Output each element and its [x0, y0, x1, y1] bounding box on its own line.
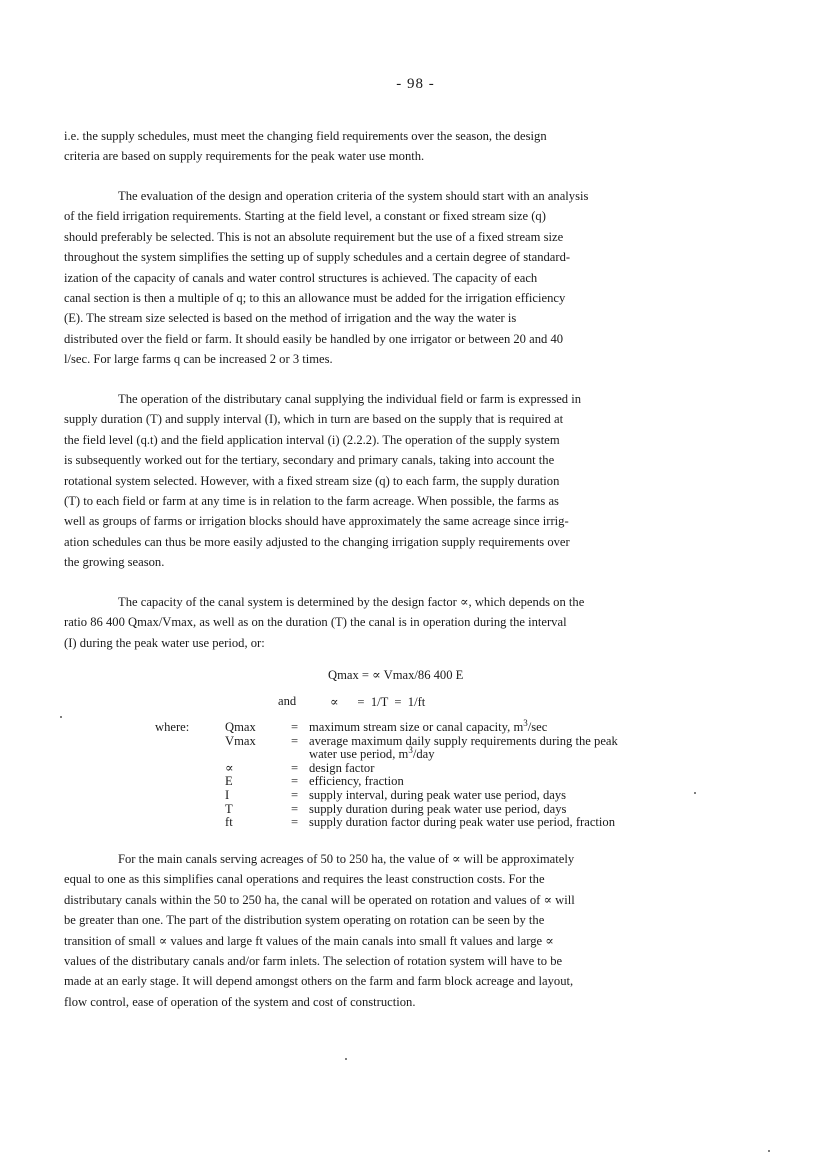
text-line: the growing season. — [64, 555, 165, 570]
scan-speck — [345, 1058, 347, 1060]
text-line: (I) during the peak water use period, or: — [64, 635, 265, 650]
definition-equals: = — [291, 720, 299, 734]
paragraph-3 — [64, 389, 764, 573]
text-line: distributed over the field or farm. It should easily be handled by one irrigator or between 20 and 40 — [64, 331, 564, 346]
text-line: The capacity of the canal system is determined by the design factor ∝, which depends on the — [118, 595, 585, 609]
where-label: where: — [155, 720, 190, 734]
definition-text: supply duration factor during peak water use period, fraction — [309, 815, 615, 830]
definition-text: supply duration during peak water use period, days — [309, 801, 567, 816]
definition-row — [155, 816, 618, 830]
text-line: criteria are based on supply requirements for the peak water use month. — [64, 149, 425, 164]
definition-unit: /sec — [527, 720, 548, 734]
text-line: of the field irrigation requirements. Starting at the field level, a constant or fixed stream size (q) — [64, 209, 546, 224]
definitions-list — [155, 717, 618, 830]
text-line: well as groups of farms or irrigation blocks should have approximately the same acreage since irrig- — [64, 514, 569, 529]
equation-and-label: and — [278, 694, 297, 708]
paragraph-4 — [64, 592, 764, 653]
definition-body: water use period, m — [309, 747, 409, 762]
text-line: ratio 86 400 Qmax/Vmax, as well as on the duration (T) the canal is in operation during the interval — [64, 615, 567, 630]
text-line: (T) to each field or farm at any time is in relation to the farm acreage. When possible, the farms as — [64, 494, 559, 509]
scan-speck — [694, 792, 696, 794]
text-line: be greater than one. The part of the distribution system operating on rotation can be seen by the — [64, 913, 545, 928]
page-number: - 98 - — [396, 76, 435, 92]
text-line: distributary canals within the 50 to 250 ha, the canal will be operated on rotation and values of ∝ will — [64, 892, 575, 907]
text-line: canal section is then a multiple of q; to this an allowance must be added for the irrigation efficiency — [64, 291, 566, 306]
definition-symbol: Vmax — [225, 733, 256, 748]
text-line: rotational system selected. However, with a fixed stream size (q) to each farm, the supply duration — [64, 473, 560, 488]
text-line: ization of the capacity of canals and water control structures is achieved. The capacity of each — [64, 270, 538, 285]
text-line: flow control, ease of operation of the system and cost of construction. — [64, 994, 416, 1009]
text-line: supply duration (T) and supply interval (I), which in turn are based on the supply that is required at — [64, 412, 564, 427]
paragraph-2 — [64, 186, 764, 370]
text-line: The evaluation of the design and operation criteria of the system should start with an analysis — [118, 189, 589, 203]
definition-text — [309, 745, 618, 762]
definition-body: maximum stream size or canal capacity, m — [309, 720, 524, 734]
definition-symbol: I — [225, 787, 230, 802]
definition-equals: = — [291, 760, 299, 775]
definition-row — [155, 775, 618, 789]
scan-speck — [60, 716, 62, 718]
definition-text: average maximum daily supply requirements during the peak — [309, 733, 618, 748]
text-line: values of the distributary canals and/or farm inlets. The selection of rotation system will have to be — [64, 954, 563, 969]
text-line: equal to one as this simplifies canal operations and requires the least construction costs. For the — [64, 872, 545, 887]
definition-text: supply interval, during peak water use period, days — [309, 787, 567, 802]
paragraph-5 — [64, 849, 764, 1012]
equation-design-factor: ∝ = 1/T = 1/ft — [330, 695, 426, 709]
text-line: (E). The stream size selected is based on the method of irrigation and the way the water is — [64, 311, 517, 326]
scan-speck — [768, 1150, 770, 1152]
definition-equals: = — [291, 801, 299, 816]
equation-capacity: Qmax = ∝ Vmax/86 400 E — [328, 668, 464, 682]
paragraph-1 — [64, 126, 764, 167]
definition-equals: = — [291, 774, 299, 789]
text-line: For the main canals serving acreages of 50 to 250 ha, the value of ∝ will be approximately — [118, 852, 575, 866]
superscript: 3 — [523, 717, 528, 728]
definition-row — [155, 721, 618, 735]
definition-equals: = — [291, 815, 299, 830]
definition-symbol: ft — [225, 815, 233, 830]
text-line: i.e. the supply schedules, must meet the changing field requirements over the season, the design — [64, 129, 547, 143]
text-line: transition of small ∝ values and large ft values of the main canals into small ft values and large ∝ — [64, 933, 554, 948]
definition-row — [155, 762, 618, 776]
definition-row — [155, 789, 618, 803]
text-line: The operation of the distributary canal supplying the individual field or farm is expressed in — [118, 392, 582, 406]
definition-row — [155, 748, 618, 762]
text-line: is subsequently worked out for the tertiary, secondary and primary canals, taking into account the — [64, 453, 555, 468]
superscript: 3 — [408, 745, 413, 755]
text-line: made at an early stage. It will depend amongst others on the farm and farm block acreage and layout, — [64, 974, 574, 989]
text-line: l/sec. For large farms q can be increased 2 or 3 times. — [64, 352, 333, 367]
definition-equals: = — [291, 787, 299, 802]
definition-text: design factor — [309, 760, 375, 775]
text-line: throughout the system simplifies the setting up of supply schedules and a certain degree of standard- — [64, 250, 571, 265]
text-line: should preferably be selected. This is not an absolute requirement but the use of a fixed stream size — [64, 229, 564, 244]
definition-text: efficiency, fraction — [309, 774, 404, 789]
definition-symbol: Qmax — [225, 720, 256, 734]
definition-text — [309, 717, 618, 735]
definition-equals: = — [291, 733, 299, 748]
definition-row — [155, 803, 618, 817]
definition-symbol: E — [225, 774, 233, 789]
definition-symbol: ∝ — [225, 760, 234, 775]
text-line: the field level (q.t) and the field application interval (i) (2.2.2). The operation of the supply system — [64, 432, 560, 447]
definition-symbol: T — [225, 801, 233, 816]
definition-unit: /day — [412, 747, 435, 762]
text-line: ation schedules can thus be more easily adjusted to the changing irrigation supply requirements over — [64, 534, 570, 549]
